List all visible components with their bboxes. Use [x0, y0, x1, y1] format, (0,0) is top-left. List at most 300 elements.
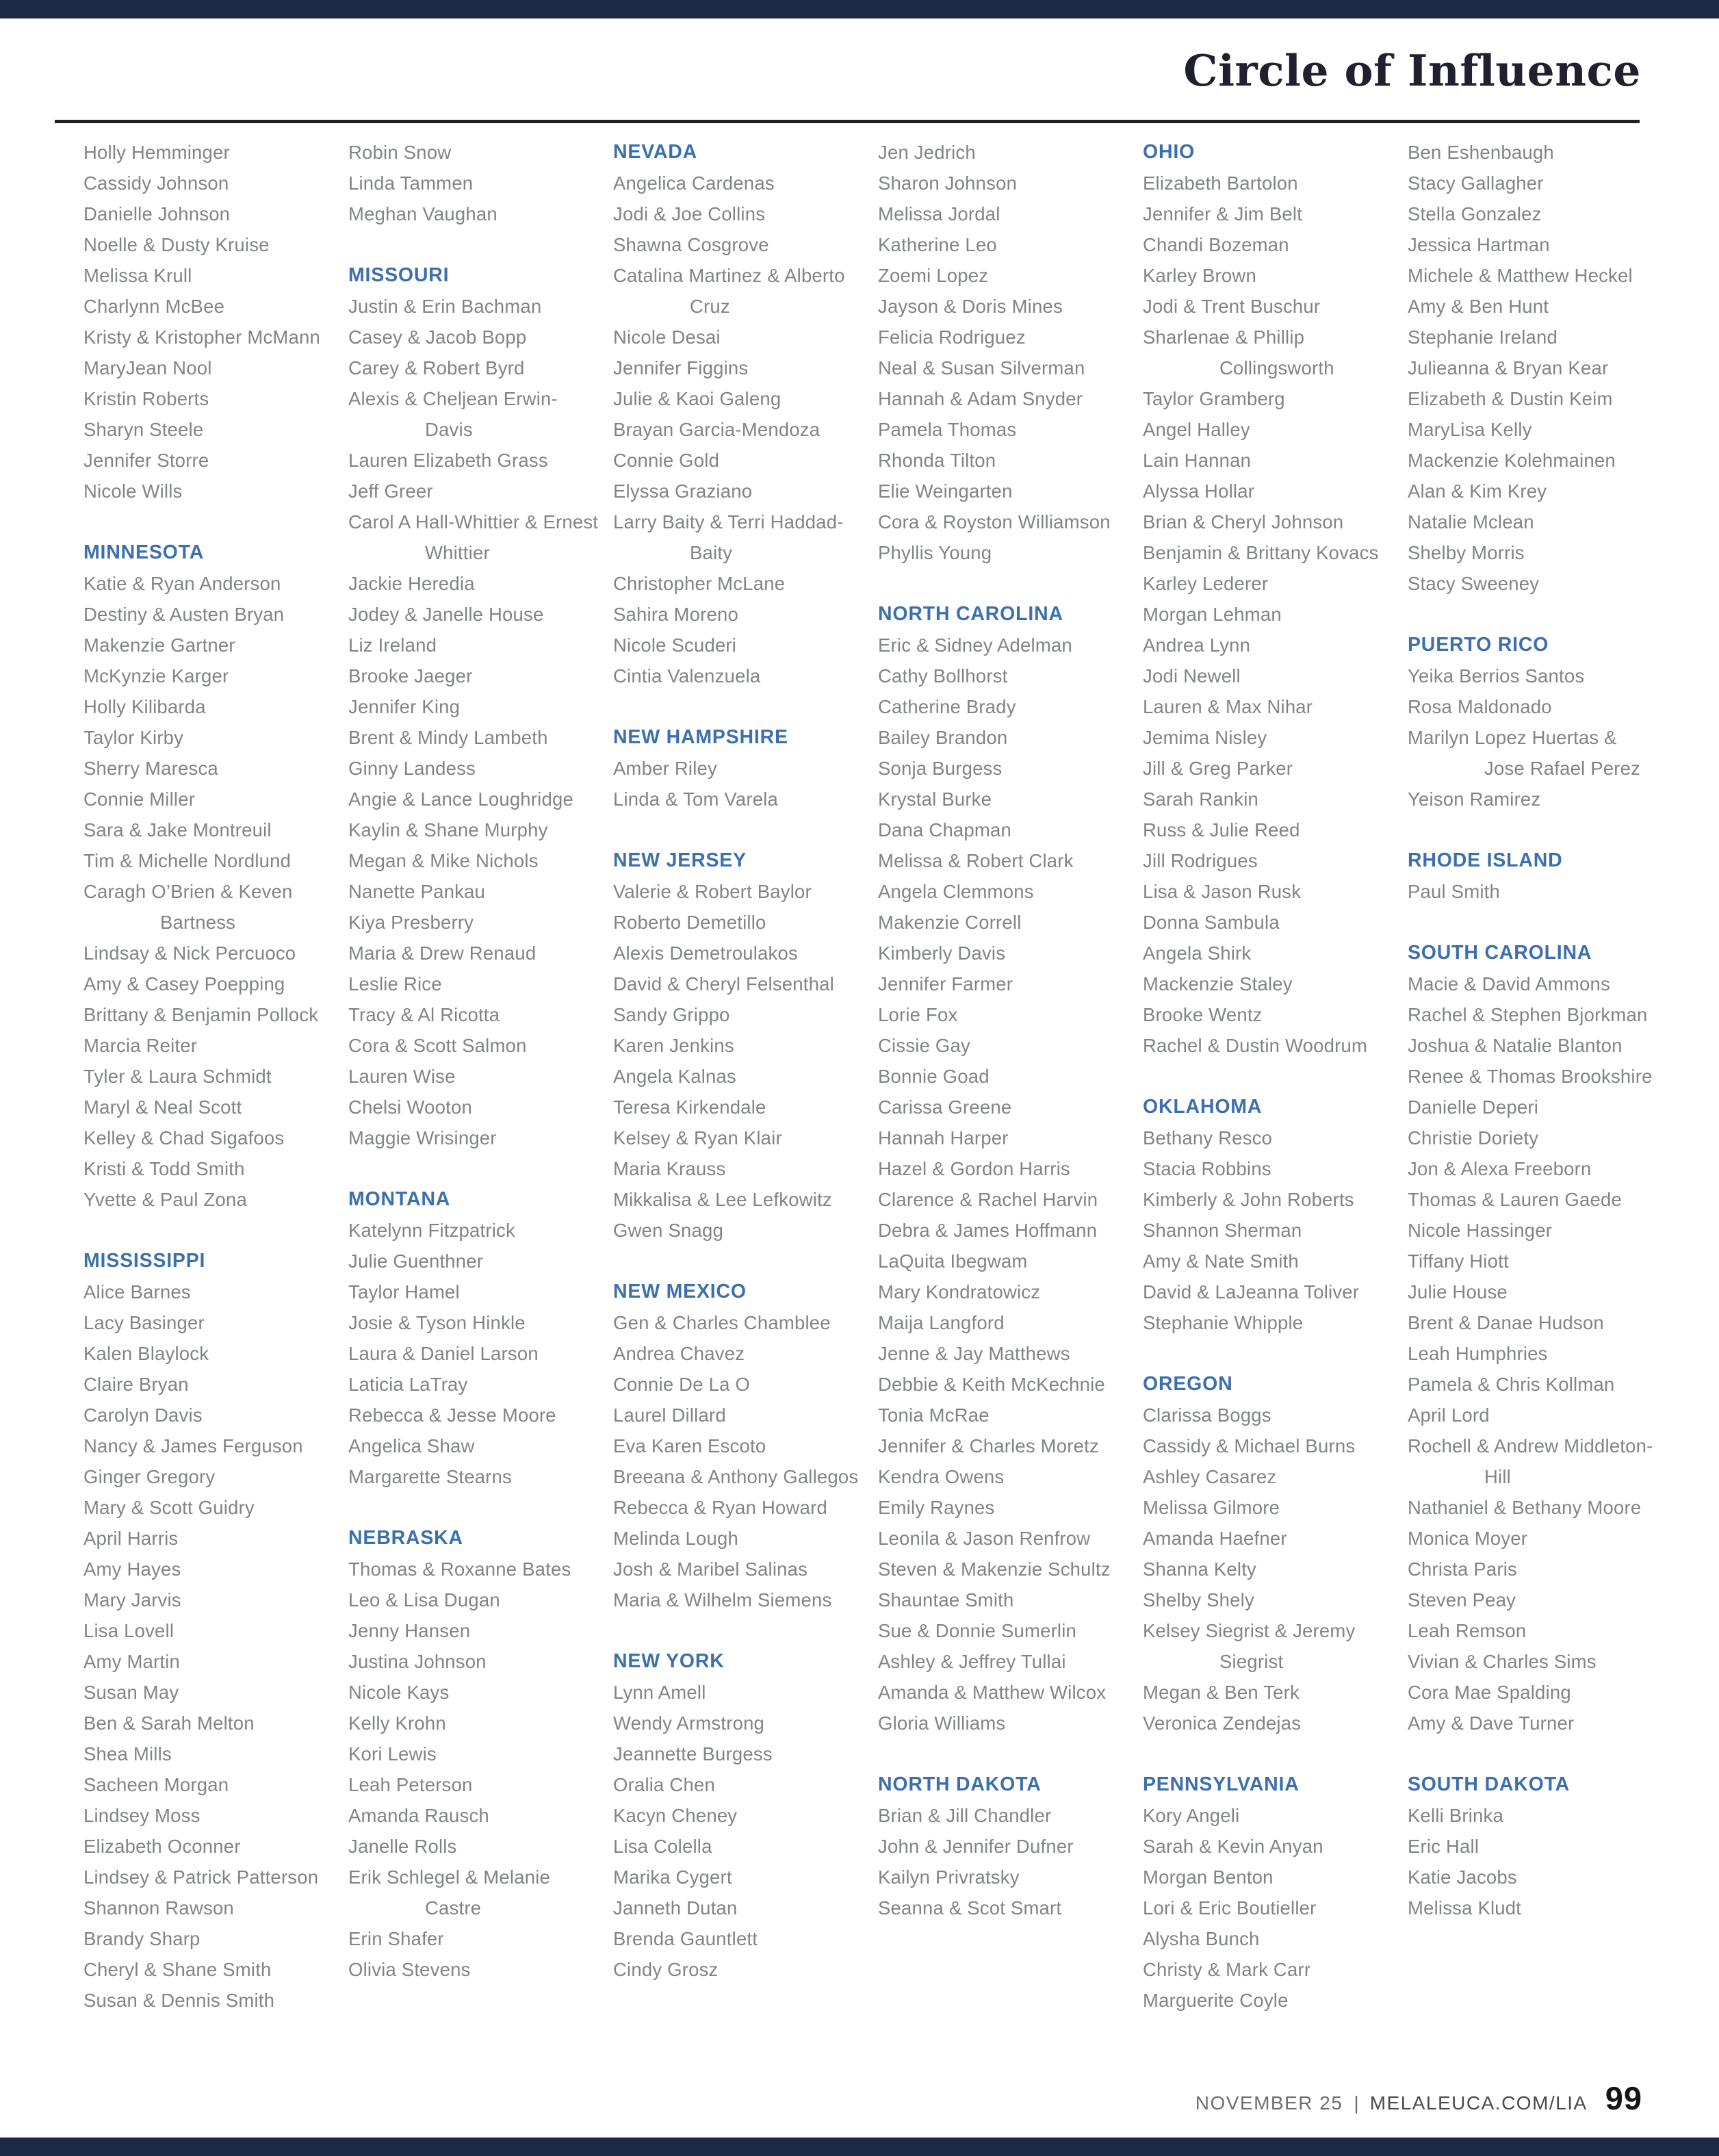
member-name: Tyler & Laura Schmidt: [83, 1066, 272, 1087]
member-name: Felicia Rodriguez: [878, 326, 1026, 348]
member-name: Monica Moyer: [1408, 1528, 1528, 1549]
state-header-new-york: NEW YORK: [613, 1650, 725, 1672]
member-name: Benjamin & Brittany Kovacs: [1143, 542, 1379, 563]
member-name: Shelby Shely: [1143, 1589, 1254, 1610]
state-header-oklahoma: OKLAHOMA: [1143, 1096, 1263, 1118]
member-name: Stella Gonzalez: [1408, 203, 1542, 224]
member-name: Jodi Newell: [1143, 665, 1241, 686]
member-name: Connie Miller: [83, 788, 196, 810]
member-name: Zoemi Lopez: [878, 265, 989, 286]
member-name: Sue & Donnie Sumerlin: [878, 1620, 1077, 1641]
member-name: Brian & Cheryl Johnson: [1143, 511, 1344, 532]
member-name: Kimberly Davis: [878, 942, 1006, 964]
member-name: Jeff Greer: [348, 480, 433, 502]
member-name: Carey & Robert Byrd: [348, 357, 525, 378]
column-5: [1143, 137, 1395, 2016]
member-name: Meghan Vaughan: [348, 203, 497, 224]
member-name: Catherine Brady: [878, 696, 1016, 717]
member-name: Jackie Heredia: [348, 573, 475, 594]
member-name: Taylor Gramberg: [1143, 388, 1285, 409]
member-name: Teresa Kirkendale: [613, 1096, 766, 1118]
member-name: Jenny Hansen: [348, 1620, 471, 1641]
member-name: Casey & Jacob Bopp: [348, 326, 527, 348]
member-name: Rebecca & Jesse Moore: [348, 1404, 556, 1426]
member-name: Tracy & Al Ricotta: [348, 1004, 500, 1025]
member-name: Marika Cygert: [613, 1866, 732, 1888]
member-name: Julie House: [1408, 1281, 1508, 1302]
member-name: Julie & Kaoi Galeng: [613, 388, 781, 409]
member-name: Makenzie Correll: [878, 912, 1022, 933]
member-name: Chelsi Wooton: [348, 1096, 472, 1118]
page-title: Circle of Influence: [1183, 45, 1641, 96]
member-name: Shea Mills: [83, 1743, 172, 1764]
member-name: Danielle Deperi: [1408, 1096, 1539, 1118]
member-name: Julieanna & Bryan Kear: [1408, 357, 1609, 378]
member-name: Justin & Erin Bachman: [348, 296, 542, 317]
member-name: Jenne & Jay Matthews: [878, 1343, 1070, 1364]
member-name: Ben Eshenbaugh: [1408, 142, 1554, 163]
member-name: Makenzie Gartner: [83, 634, 235, 656]
member-name: Ashley Casarez: [1143, 1466, 1277, 1487]
member-name: Kelley & Chad Sigafoos: [83, 1127, 285, 1148]
member-name: Kori Lewis: [348, 1743, 437, 1764]
state-header-missouri: MISSOURI: [348, 264, 450, 286]
member-name: Nicole Hassinger: [1408, 1220, 1553, 1241]
member-name: Amy & Ben Hunt: [1408, 296, 1549, 317]
member-name: Brooke Wentz: [1143, 1004, 1263, 1025]
member-name: Macie & David Ammons: [1408, 973, 1610, 994]
member-name: Shawna Cosgrove: [613, 234, 769, 255]
state-header-new-jersey: NEW JERSEY: [613, 849, 747, 871]
member-name: Seanna & Scot Smart: [878, 1897, 1062, 1918]
member-name: Stephanie Ireland: [1408, 326, 1558, 348]
state-header-north-carolina: NORTH CAROLINA: [878, 603, 1063, 625]
member-name: Amy & Dave Turner: [1408, 1712, 1575, 1734]
member-name: Elizabeth Bartolon: [1143, 172, 1298, 194]
member-name: Kaylin & Shane Murphy: [348, 819, 548, 840]
column-3: [613, 137, 865, 2016]
member-name: Eric & Sidney Adelman: [878, 634, 1072, 656]
member-name: Melissa Kludt: [1408, 1897, 1522, 1918]
member-name: Wendy Armstrong: [613, 1712, 765, 1734]
column-4: [878, 137, 1130, 2016]
member-name: Ginger Gregory: [83, 1466, 216, 1487]
member-name: Mackenzie Staley: [1143, 973, 1293, 994]
member-name: Janelle Rolls: [348, 1836, 457, 1857]
member-name: Gen & Charles Chamblee: [613, 1312, 831, 1333]
member-name: Megan & Ben Terk: [1143, 1682, 1300, 1703]
member-name: Amanda Rausch: [348, 1805, 489, 1826]
member-name: Connie Gold: [613, 450, 720, 471]
member-name: Pamela Thomas: [878, 419, 1017, 440]
member-name: Josh & Maribel Salinas: [613, 1558, 808, 1580]
member-name: Leah Peterson: [348, 1774, 473, 1795]
member-name: Lori & Eric Boutieller: [1143, 1897, 1317, 1918]
member-name: Lisa & Jason Rusk: [1143, 881, 1302, 902]
member-name: Nanette Pankau: [348, 881, 486, 902]
member-name: Mary Jarvis: [83, 1589, 181, 1610]
member-name: Nicole Desai: [613, 326, 721, 348]
member-name: Bethany Resco: [1143, 1127, 1273, 1148]
member-name: Lindsey & Patrick Patterson: [83, 1866, 319, 1888]
member-name: Angela Clemmons: [878, 881, 1034, 902]
member-name: Brian & Jill Chandler: [878, 1805, 1052, 1826]
member-name: Kailyn Privratsky: [878, 1866, 1020, 1888]
state-header-new-mexico: NEW MEXICO: [613, 1281, 747, 1302]
member-name: Katie & Ryan Anderson: [83, 573, 281, 594]
member-name: Hannah Harper: [878, 1127, 1009, 1148]
member-name: Marguerite Coyle: [1143, 1990, 1289, 2011]
member-name: Nicole Kays: [348, 1682, 450, 1703]
member-name: Sara & Jake Montreuil: [83, 819, 272, 840]
member-name: Marilyn Lopez Huertas & Jose Rafael Perez: [1408, 727, 1641, 779]
member-name: Yeison Ramirez: [1408, 788, 1541, 810]
member-name: Brent & Mindy Lambeth: [348, 727, 548, 748]
page-footer: [1195, 2079, 1642, 2117]
member-name: Kimberly & John Roberts: [1143, 1189, 1354, 1210]
member-name: Erin Shafer: [348, 1928, 444, 1949]
member-name: Jeannette Burgess: [613, 1743, 773, 1764]
member-name: Holly Hemminger: [83, 142, 230, 163]
member-name: Kory Angeli: [1143, 1805, 1240, 1826]
member-name: Maija Langford: [878, 1312, 1005, 1333]
state-header-rhode-island: RHODE ISLAND: [1408, 849, 1563, 871]
member-name: Ben & Sarah Melton: [83, 1712, 255, 1734]
member-name: Elizabeth Oconner: [83, 1836, 241, 1857]
member-name: Yeika Berrios Santos: [1408, 665, 1585, 686]
member-name: Jodi & Joe Collins: [613, 203, 766, 224]
member-name: Jennifer King: [348, 696, 461, 717]
member-name: Hannah & Adam Snyder: [878, 388, 1083, 409]
member-name: Carol A Hall-Whittier & Ernest Whittier: [348, 511, 599, 563]
member-name: Melissa Krull: [83, 265, 192, 286]
member-name: Amy & Casey Poepping: [83, 973, 285, 994]
member-name: Amber Riley: [613, 758, 717, 779]
member-name: Alysha Bunch: [1143, 1928, 1260, 1949]
member-name: John & Jennifer Dufner: [878, 1836, 1074, 1857]
member-name: Jemima Nisley: [1143, 727, 1267, 748]
member-name: Brooke Jaeger: [348, 665, 473, 686]
member-name: Kelsey & Ryan Klair: [613, 1127, 782, 1148]
member-name: Nicole Wills: [83, 480, 183, 502]
page-number: 99: [1605, 2080, 1642, 2116]
member-name: Elyssa Graziano: [613, 480, 753, 502]
member-name: Bailey Brandon: [878, 727, 1008, 748]
member-name: Angelica Shaw: [348, 1435, 475, 1456]
member-name: Lauren Wise: [348, 1066, 456, 1087]
member-name: Kelsey Siegrist & Jeremy Siegrist: [1143, 1620, 1356, 1672]
member-name: Larry Baity & Terri Haddad-Baity: [613, 511, 844, 563]
member-name: Lorie Fox: [878, 1004, 958, 1025]
member-name: Kiya Presberry: [348, 912, 474, 933]
member-name: Christa Paris: [1408, 1558, 1517, 1580]
member-name: Sharon Johnson: [878, 172, 1018, 194]
member-name: Maria & Drew Renaud: [348, 942, 537, 964]
member-name: Gloria Williams: [878, 1712, 1006, 1734]
member-name: Shanna Kelty: [1143, 1558, 1256, 1580]
member-name: Caragh O’Brien & Keven Bartness: [83, 881, 293, 933]
member-name: Donna Sambula: [1143, 912, 1280, 933]
member-name: Brent & Danae Hudson: [1408, 1312, 1604, 1333]
member-name: Kristin Roberts: [83, 388, 209, 409]
member-name: Sonja Burgess: [878, 758, 1003, 779]
member-name: Justina Johnson: [348, 1651, 487, 1672]
member-name: Roberto Demetillo: [613, 912, 766, 933]
member-name: Karley Lederer: [1143, 573, 1269, 594]
member-name: Valerie & Robert Baylor: [613, 881, 812, 902]
member-name: Shelby Morris: [1408, 542, 1525, 563]
member-name: Angelica Cardenas: [613, 172, 775, 194]
state-header-ohio: OHIO: [1143, 141, 1195, 163]
member-name: Megan & Mike Nichols: [348, 850, 539, 871]
member-name: Jennifer Figgins: [613, 357, 749, 378]
member-name: Angela Kalnas: [613, 1066, 736, 1087]
member-name: Jill & Greg Parker: [1143, 758, 1293, 779]
member-name: Maggie Wrisinger: [348, 1127, 497, 1148]
member-name: David & LaJeanna Toliver: [1143, 1281, 1360, 1302]
member-name: Emily Raynes: [878, 1497, 995, 1518]
member-name: Leah Humphries: [1408, 1343, 1548, 1364]
member-name: Leo & Lisa Dugan: [348, 1589, 500, 1610]
member-name: Destiny & Austen Bryan: [83, 604, 285, 625]
member-name: Carolyn Davis: [83, 1404, 203, 1426]
member-name: Ginny Landess: [348, 758, 476, 779]
member-name: David & Cheryl Felsenthal: [613, 973, 834, 994]
member-name: Christopher McLane: [613, 573, 786, 594]
member-name: Maria & Wilhelm Siemens: [613, 1589, 832, 1610]
member-name: Shauntae Smith: [878, 1589, 1014, 1610]
member-name: Hazel & Gordon Harris: [878, 1158, 1070, 1179]
member-name: Angel Halley: [1143, 419, 1250, 440]
member-name: Sacheen Morgan: [83, 1774, 229, 1795]
member-name: Steven Peay: [1408, 1589, 1516, 1610]
member-name: Nicole Scuderi: [613, 634, 737, 656]
member-name: Alexis Demetroulakos: [613, 942, 798, 964]
member-name: Brandy Sharp: [83, 1928, 201, 1949]
state-header-pennsylvania: PENNSYLVANIA: [1143, 1773, 1300, 1795]
member-name: Maria Krauss: [613, 1158, 726, 1179]
member-name: Mary & Scott Guidry: [83, 1497, 255, 1518]
column-6: [1408, 137, 1659, 2016]
member-name: Rhonda Tilton: [878, 450, 996, 471]
member-name: Alan & Kim Krey: [1408, 480, 1547, 502]
member-name: Tonia McRae: [878, 1404, 990, 1426]
member-name: Jon & Alexa Freeborn: [1408, 1158, 1592, 1179]
member-name: Linda Tammen: [348, 172, 474, 194]
member-name: Danielle Johnson: [83, 203, 231, 224]
member-name: Angela Shirk: [1143, 942, 1252, 964]
member-name: Taylor Hamel: [348, 1281, 460, 1302]
member-name: Leonila & Jason Renfrow: [878, 1528, 1091, 1549]
member-name: Katie Jacobs: [1408, 1866, 1517, 1888]
member-name: Kalen Blaylock: [83, 1343, 209, 1364]
member-name: Cora & Royston Williamson: [878, 511, 1111, 532]
member-name: Liz Ireland: [348, 634, 437, 656]
member-name: Michele & Matthew Heckel: [1408, 265, 1633, 286]
member-name: Charlynn McBee: [83, 296, 225, 317]
member-name: Mikkalisa & Lee Lefkowitz: [613, 1189, 832, 1210]
state-header-puerto-rico: PUERTO RICO: [1408, 634, 1549, 656]
member-name: Kendra Owens: [878, 1466, 1005, 1487]
member-name: Christy & Mark Carr: [1143, 1959, 1311, 1980]
member-name: Lindsay & Nick Percuoco: [83, 942, 296, 964]
member-name: Rochell & Andrew Middleton-Hill: [1408, 1435, 1653, 1487]
member-name: Elizabeth & Dustin Keim: [1408, 388, 1613, 409]
member-name: Mackenzie Kolehmainen: [1408, 450, 1616, 471]
member-name: Stacy Sweeney: [1408, 573, 1540, 594]
member-name: Debbie & Keith McKechnie: [878, 1374, 1105, 1395]
member-name: Robin Snow: [348, 142, 452, 163]
member-name: Vivian & Charles Sims: [1408, 1651, 1597, 1672]
member-name: Lynn Amell: [613, 1682, 706, 1703]
footer-separator: |: [1354, 2092, 1359, 2114]
member-name: Noelle & Dusty Kruise: [83, 234, 270, 255]
column-1: [83, 137, 335, 2016]
member-name: Clarence & Rachel Harvin: [878, 1189, 1098, 1210]
member-name: Sahira Moreno: [613, 604, 738, 625]
member-name: Catalina Martinez & Alberto Cruz: [613, 265, 845, 317]
member-name: Carissa Greene: [878, 1096, 1012, 1118]
state-header-minnesota: MINNESOTA: [83, 541, 205, 563]
member-name: Ashley & Jeffrey Tullai: [878, 1651, 1066, 1672]
member-name: Eva Karen Escoto: [613, 1435, 766, 1456]
member-name: Katelynn Fitzpatrick: [348, 1220, 515, 1241]
member-name: Margarette Stearns: [348, 1466, 512, 1487]
member-name: Melinda Lough: [613, 1528, 739, 1549]
member-name: April Harris: [83, 1528, 179, 1549]
member-name: Laura & Daniel Larson: [348, 1343, 539, 1364]
member-name: Tim & Michelle Nordlund: [83, 850, 292, 871]
member-name: Alice Barnes: [83, 1281, 191, 1302]
member-name: Jennifer Farmer: [878, 973, 1013, 994]
member-name: Dana Chapman: [878, 819, 1012, 840]
member-name: Cindy Grosz: [613, 1959, 719, 1980]
member-name: Jessica Hartman: [1408, 234, 1550, 255]
member-name: Lisa Colella: [613, 1836, 712, 1857]
member-name: Maryl & Neal Scott: [83, 1096, 242, 1118]
member-name: Debra & James Hoffmann: [878, 1220, 1098, 1241]
member-name: Kelly Krohn: [348, 1712, 446, 1734]
member-name: Cora Mae Spalding: [1408, 1682, 1571, 1703]
member-name: Phyllis Young: [878, 542, 992, 563]
member-name: Tiffany Hiott: [1408, 1250, 1509, 1272]
member-name: Lain Hannan: [1143, 450, 1252, 471]
member-name: Amanda Haefner: [1143, 1528, 1287, 1549]
member-name: Sandy Grippo: [613, 1004, 730, 1025]
member-name: Shannon Sherman: [1143, 1220, 1302, 1241]
member-name: Janneth Dutan: [613, 1897, 738, 1918]
member-name: Josie & Tyson Hinkle: [348, 1312, 526, 1333]
member-name: Breeana & Anthony Gallegos: [613, 1466, 859, 1487]
member-name: Julie Guenthner: [348, 1250, 484, 1272]
member-name: Natalie Mclean: [1408, 511, 1534, 532]
member-name: Cintia Valenzuela: [613, 665, 761, 686]
member-name: Rosa Maldonado: [1408, 696, 1552, 717]
member-name: Andrea Lynn: [1143, 634, 1251, 656]
member-name: Connie De La O: [613, 1374, 750, 1395]
member-name: Sherry Maresca: [83, 758, 218, 779]
member-name: Angie & Lance Loughridge: [348, 788, 573, 810]
member-name: Cora & Scott Salmon: [348, 1035, 527, 1056]
member-name: Lisa Lovell: [83, 1620, 175, 1641]
member-name: Veronica Zendejas: [1143, 1712, 1302, 1734]
member-name: Christie Doriety: [1408, 1127, 1539, 1148]
member-name: Sarah & Kevin Anyan: [1143, 1836, 1323, 1857]
member-name: Stephanie Whipple: [1143, 1312, 1304, 1333]
member-name: Thomas & Lauren Gaede: [1408, 1189, 1622, 1210]
footer-website: MELALEUCA.COM/LIA: [1369, 2092, 1588, 2114]
state-header-mississippi: MISSISSIPPI: [83, 1250, 206, 1272]
member-name: Paul Smith: [1408, 881, 1500, 902]
member-name: Renee & Thomas Brookshire: [1408, 1066, 1653, 1087]
member-name: Sharyn Steele: [83, 419, 204, 440]
member-name: Pamela & Chris Kollman: [1408, 1374, 1615, 1395]
member-name: Karley Brown: [1143, 265, 1256, 286]
footer-issue-date: NOVEMBER 25: [1195, 2092, 1343, 2114]
member-name: Jayson & Doris Mines: [878, 296, 1063, 317]
member-name: Yvette & Paul Zona: [83, 1189, 248, 1210]
member-name: Laticia LaTray: [348, 1374, 468, 1395]
member-name: Cassidy Johnson: [83, 172, 229, 194]
member-name: Shannon Rawson: [83, 1897, 234, 1918]
member-name: Lacy Basinger: [83, 1312, 205, 1333]
member-name: Amanda & Matthew Wilcox: [878, 1682, 1107, 1703]
member-name: Jennifer Storre: [83, 450, 209, 471]
member-name: Mary Kondratowicz: [878, 1281, 1041, 1302]
member-name: McKynzie Karger: [83, 665, 229, 686]
member-name: Rachel & Stephen Bjorkman: [1408, 1004, 1648, 1025]
member-name: Kristy & Kristopher McMann: [83, 326, 320, 348]
member-name: Susan May: [83, 1682, 179, 1703]
member-name: MaryLisa Kelly: [1408, 419, 1532, 440]
title-rule: [55, 120, 1640, 123]
member-name: Jill Rodrigues: [1143, 850, 1258, 871]
member-name: Taylor Kirby: [83, 727, 184, 748]
state-header-nebraska: NEBRASKA: [348, 1527, 463, 1549]
state-header-south-dakota: SOUTH DAKOTA: [1408, 1773, 1571, 1795]
member-name: Melissa Gilmore: [1143, 1497, 1280, 1518]
member-name: Cathy Bollhorst: [878, 665, 1008, 686]
member-name: Olivia Stevens: [348, 1959, 471, 1980]
member-name: Morgan Benton: [1143, 1866, 1274, 1888]
member-name: Morgan Lehman: [1143, 604, 1282, 625]
member-name: Rebecca & Ryan Howard: [613, 1497, 827, 1518]
member-name: Rachel & Dustin Woodrum: [1143, 1035, 1368, 1056]
member-name: Karen Jenkins: [613, 1035, 734, 1056]
member-name: Eric Hall: [1408, 1836, 1479, 1857]
member-name: Amy & Nate Smith: [1143, 1250, 1299, 1272]
member-name: Elie Weingarten: [878, 480, 1013, 502]
member-name: Nathaniel & Bethany Moore: [1408, 1497, 1642, 1518]
member-name: Cheryl & Shane Smith: [83, 1959, 272, 1980]
member-name: Erik Schlegel & Melanie Castre: [348, 1866, 551, 1918]
member-name: Nancy & James Ferguson: [83, 1435, 303, 1456]
member-name: April Lord: [1408, 1404, 1490, 1426]
member-name: Brenda Gauntlett: [613, 1928, 758, 1949]
member-name: Kacyn Cheney: [613, 1805, 738, 1826]
member-name: Susan & Dennis Smith: [83, 1990, 275, 2011]
member-name: Claire Bryan: [83, 1374, 189, 1395]
member-name: Kelli Brinka: [1408, 1805, 1503, 1826]
member-name: Laurel Dillard: [613, 1404, 726, 1426]
member-name: MaryJean Nool: [83, 357, 212, 378]
member-name: Stacia Robbins: [1143, 1158, 1271, 1179]
member-name: LaQuita Ibegwam: [878, 1250, 1028, 1272]
member-name: Brayan Garcia-Mendoza: [613, 419, 820, 440]
member-name: Lauren Elizabeth Grass: [348, 450, 548, 471]
member-name: Holly Kilibarda: [83, 696, 206, 717]
member-name: Kristi & Todd Smith: [83, 1158, 245, 1179]
